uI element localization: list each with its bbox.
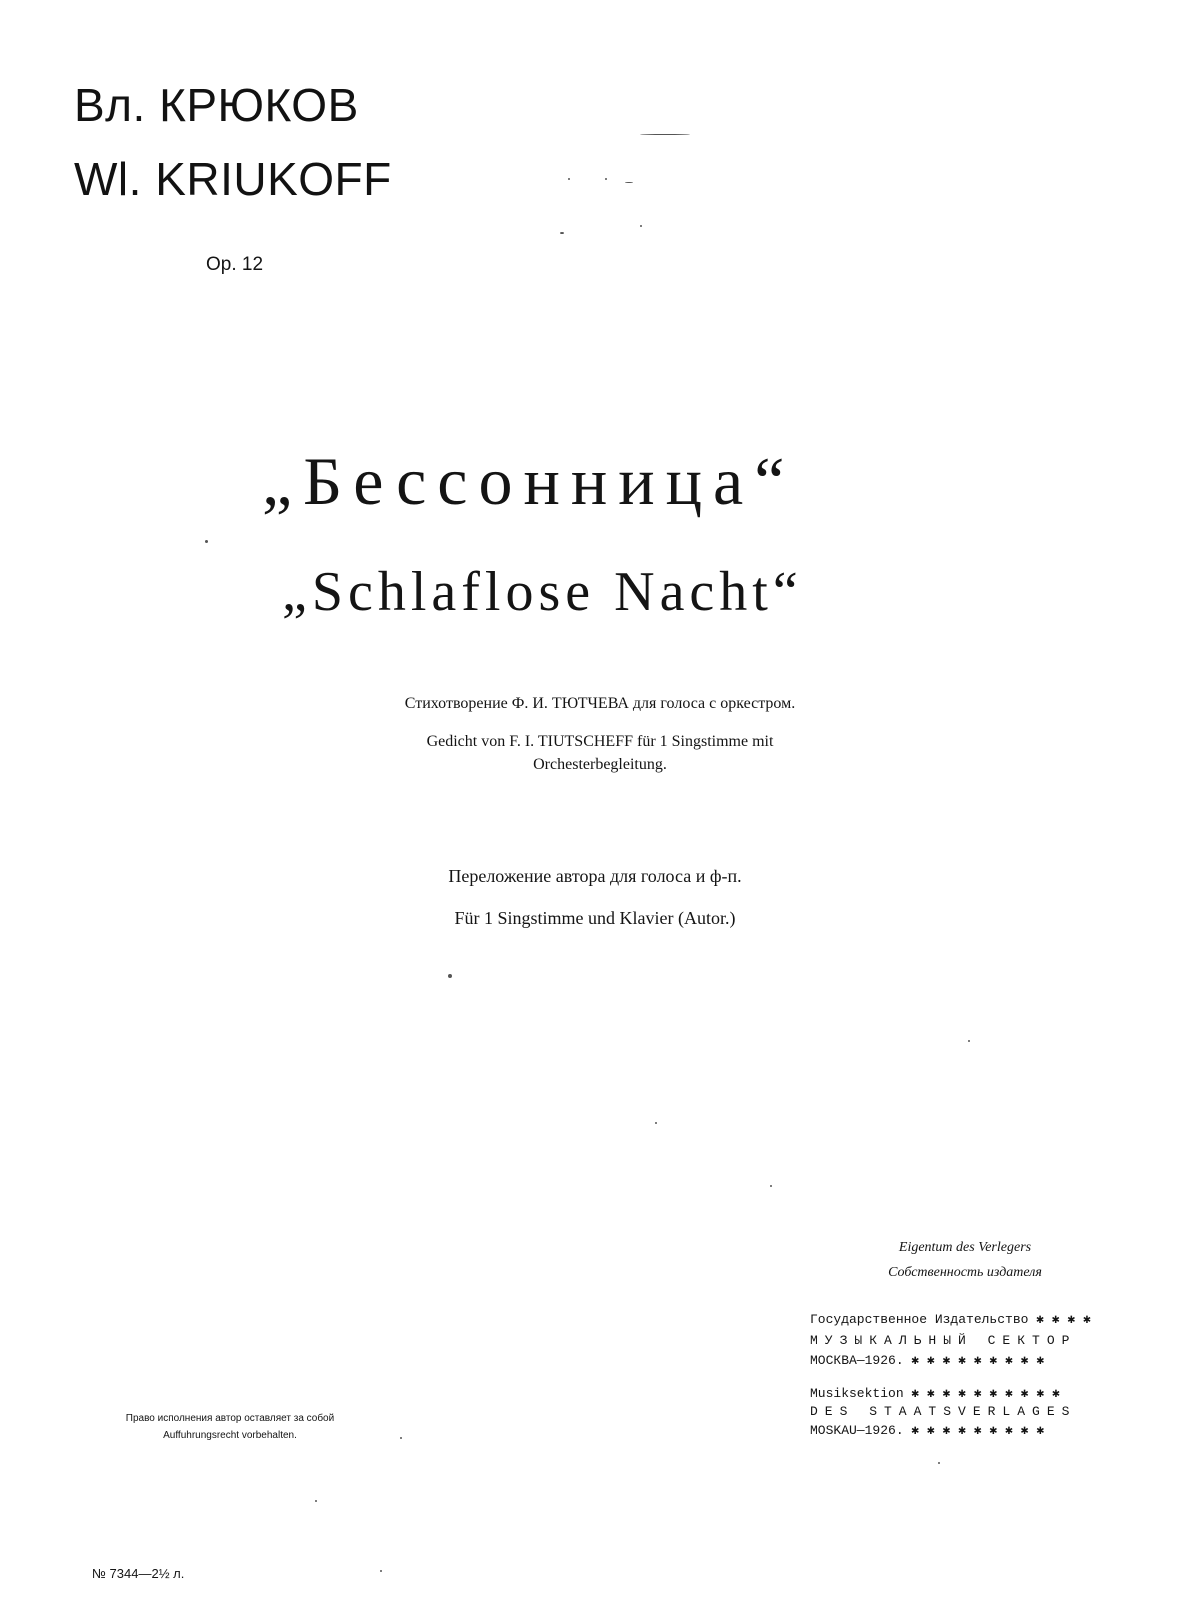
title-ru: „Бессонница“ bbox=[262, 443, 796, 519]
opus-number: Op. 12 bbox=[206, 254, 264, 275]
publisher-property-de: Eigentum des Verlegers bbox=[898, 1240, 1032, 1255]
arrangement-de: Für 1 Singstimme und Klavier (Autor.) bbox=[454, 908, 736, 928]
publisher-ru-line1: Государственное Издательство ✱ ✱ ✱ ✱ bbox=[810, 1312, 1091, 1327]
arrangement-ru: Переложение автора для голоса и ф-п. bbox=[448, 866, 742, 886]
publisher-de-line2: DES STAATSVERLAGES bbox=[810, 1404, 1077, 1419]
publisher-de-line1: Musiksektion ✱ ✱ ✱ ✱ ✱ ✱ ✱ ✱ ✱ ✱ bbox=[810, 1386, 1060, 1401]
subtitle-ru: Стихотворение Ф. И. ТЮТЧЕВА для голоса с оркестром. bbox=[404, 695, 796, 712]
subtitle-de-line1: Gedicht von F. I. TIUTSCHEFF für 1 Singstimme mit bbox=[426, 733, 774, 750]
publisher-de-line3: MOSKAU—1926. ✱ ✱ ✱ ✱ ✱ ✱ ✱ ✱ ✱ bbox=[810, 1423, 1045, 1438]
subtitle-de-line2: Orchesterbegleitung. bbox=[533, 756, 667, 773]
composer-name-de: Wl. KRIUKOFF bbox=[74, 153, 392, 205]
publisher-ru-line3: МОСКВА—1926. ✱ ✱ ✱ ✱ ✱ ✱ ✱ ✱ ✱ bbox=[810, 1353, 1045, 1368]
performance-rights-de: Auffuhrungsrecht vorbehalten. bbox=[163, 1430, 297, 1441]
catalog-number: № 7344—2½ л. bbox=[92, 1566, 185, 1581]
title-de: „Schlaflose Nacht“ bbox=[282, 561, 803, 623]
performance-rights-ru: Право исполнения автор оставляет за собой bbox=[125, 1413, 335, 1424]
publisher-ru-line2: МУЗЫКАЛЬНЫЙ СЕКТОР bbox=[810, 1333, 1077, 1348]
publisher-property-ru: Собственность издателя bbox=[888, 1265, 1042, 1280]
composer-name-ru: Вл. КРЮКОВ bbox=[74, 79, 359, 131]
